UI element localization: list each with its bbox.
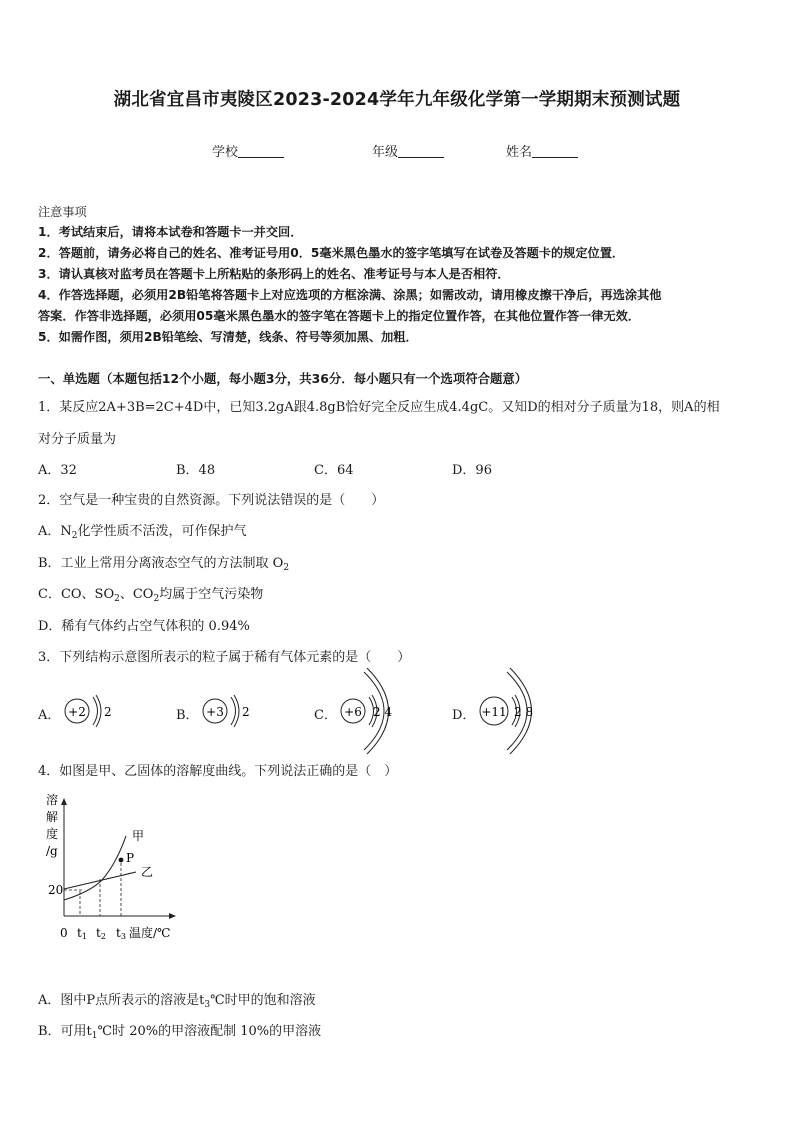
y-axis-label-char: 溶	[46, 793, 59, 807]
q1-option-b[interactable]: B．48	[176, 463, 216, 478]
curve-jia	[64, 836, 126, 900]
electron-shell-arc	[96, 695, 101, 727]
x-axis-arrow	[169, 913, 176, 919]
nucleus-charge: +11	[481, 705, 507, 719]
school-blank[interactable]	[238, 144, 284, 158]
section-heading: 一、单选题（本题包括12个小题，每小题3分，共36分．每小题只有一个选项符合题意）	[38, 371, 528, 386]
q3-atom-diagram-c	[336, 666, 406, 756]
name-field[interactable]	[506, 141, 578, 160]
y-tick-label: 20	[48, 883, 64, 897]
x-tick-t2: t2	[96, 926, 106, 941]
curve-jia-label: 甲	[132, 829, 145, 843]
q4-option-a[interactable]: A．图中P点所表示的溶液是$t_3℃$时甲的饱和溶液	[38, 993, 316, 1010]
x-axis-label: 温度/℃	[129, 926, 171, 940]
q2-stem: 2．空气是一种宝贵的自然资源。下列说法错误的是（ ）	[38, 493, 385, 508]
q1-stem-line1: 1．某反应2A+3B=2C+4D中，已知3.2gA跟4.8gB恰好完全反应生成4.4gC。又知D的相对分子质量为18，则A的相	[38, 400, 720, 415]
q3-atom-diagram-d	[474, 666, 550, 756]
note-item: 4．作答选择题，必须用2B铅笔将答题卡上对应选项的方框涂满、涂黑；如需改动，请用橡皮擦干净后，再选涂其他	[38, 288, 662, 302]
y-axis-arrow	[61, 798, 67, 805]
note-item: 5．如需作图，须用2B铅笔绘、写清楚，线条、符号等须加黑、加粗．	[38, 330, 418, 344]
note-item: 3．请认真核对监考员在答题卡上所粘贴的条形码上的姓名、准考证号与本人是否相符．	[38, 267, 510, 281]
grade-label: 年级	[372, 145, 399, 160]
notes-title: 注意事项	[38, 205, 87, 219]
q3-option-d[interactable]: D．	[452, 708, 476, 723]
note-item: 答案．作答非选择题，必须用05毫米黑色墨水的签字笔在答题卡上的指定位置作答，在其他位置作答一律无效．	[38, 309, 640, 323]
y-axis-label-char: 度	[46, 827, 59, 841]
y-axis-label-char: /g	[46, 844, 58, 858]
school-field[interactable]	[212, 141, 284, 160]
name-label: 姓名	[506, 145, 533, 160]
electron-shell-arc	[93, 697, 98, 725]
q1-option-c[interactable]: C．64	[314, 463, 354, 478]
y-axis-label-char: 解	[46, 810, 59, 824]
nucleus-charge: +6	[344, 705, 362, 719]
q3-stem: 3．下列结构示意图所表示的粒子属于稀有气体元素的是（ ）	[38, 650, 411, 665]
grade-blank[interactable]	[398, 144, 444, 158]
page-title: 湖北省宜昌市夷陵区2023-2024学年九年级化学第一学期期末预测试题	[113, 90, 681, 110]
note-item: 2．答题前，请务必将自己的姓名、准考证号用0．5毫米黑色墨水的签字笔填写在试卷及答题卡的规定位置．	[38, 246, 625, 260]
curve-yi-label: 乙	[141, 865, 154, 879]
electron-count: 2 8	[514, 705, 534, 719]
nucleus-charge: +3	[206, 705, 224, 719]
q3-option-b[interactable]: B．	[176, 708, 199, 723]
electron-shell-arc	[231, 697, 236, 725]
electron-shell-arc	[234, 695, 239, 727]
q2-option-d[interactable]: D．稀有气体约占空气体积的 0.94%	[38, 619, 250, 634]
x-tick-t1: t1	[77, 926, 87, 941]
q3-option-a[interactable]: A．	[38, 708, 61, 723]
name-blank[interactable]	[532, 144, 578, 158]
note-item: 1．考试结束后，请将本试卷和答题卡一并交回．	[38, 225, 303, 239]
q2-option-c[interactable]: C．CO、$SO_2$、$CO_2$均属于空气污染物	[38, 587, 264, 604]
point-p-label: P	[126, 851, 135, 865]
q4-stem: 4．如图是甲、乙固体的溶解度曲线。下列说法正确的是（ ）	[38, 764, 398, 779]
q3-atom-diagram-a	[60, 688, 120, 734]
q3-atom-diagram-b	[198, 688, 258, 734]
q3-option-c[interactable]: C．	[314, 708, 337, 723]
q1-option-a[interactable]: A．32	[38, 463, 77, 478]
nucleus-charge: +2	[68, 705, 86, 719]
electron-count: 2 4	[373, 705, 393, 719]
q1-stem-line2: 对分子质量为	[38, 432, 117, 447]
x-tick-t3: t3	[116, 926, 126, 941]
solubility-curve-graph	[40, 788, 190, 948]
school-label: 学校	[212, 145, 239, 160]
electron-count: 2	[242, 705, 250, 719]
q1-option-d[interactable]: D．96	[452, 463, 492, 478]
q4-option-b[interactable]: B．可用$t_1℃$时 20%的甲溶液配制 10%的甲溶液	[38, 1024, 322, 1041]
point-p	[119, 858, 124, 863]
grade-field[interactable]	[372, 141, 444, 160]
q2-option-a[interactable]: A．$N_2$化学性质不活泼，可作保护气	[38, 524, 247, 541]
q2-option-b[interactable]: B．工业上常用分离液态空气的方法制取 $O_2$	[38, 556, 290, 573]
origin-label: 0	[60, 926, 68, 940]
electron-count: 2	[104, 705, 112, 719]
